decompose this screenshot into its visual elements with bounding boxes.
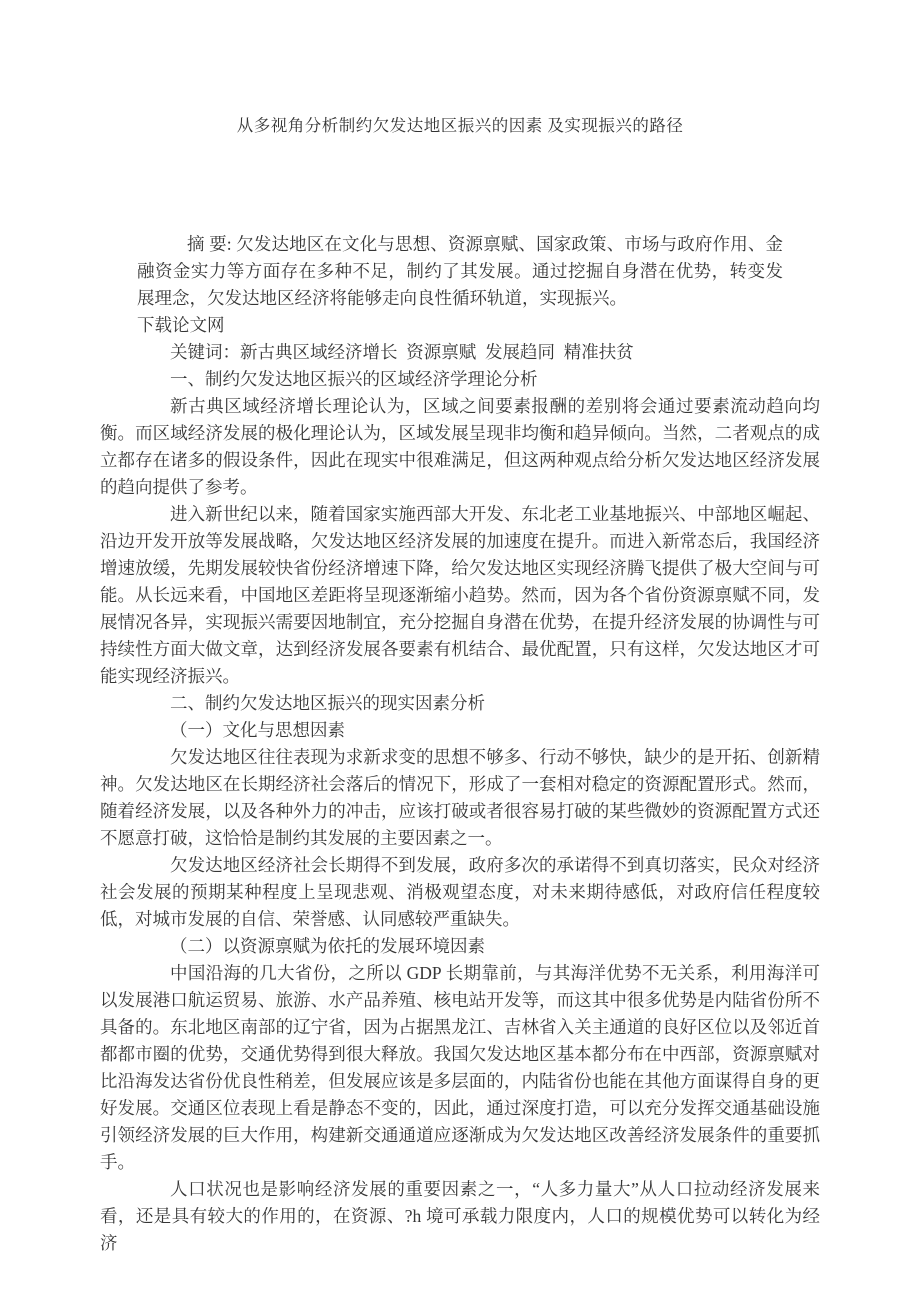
keywords-line: 关键词：新古典区域经济增长 资源禀赋 发展趋同 精准扶贫 [170,342,634,362]
abstract-paragraph: 摘 要: 欠发达地区在文化与思想、资源禀赋、国家政策、市场与政府作用、金融资金实力等方面存在多种不足，制约了其发展。通过挖掘自身潜在优势，转变发展理念，欠发达地区经济将能够走向良性循环轨道，实现振兴。 [137,234,783,308]
body-paragraph: 人口状况也是影响经济发展的重要因素之一，“人多力量大”从人口拉动经济发展来看，还是具有较大的作用的，在资源、?h 境可承载力限度内，人口的规模优势可以转化为经济 [100,1179,820,1253]
body-paragraph: 欠发达地区经济社会长期得不到发展，政府多次的承诺得不到真切落实，民众对经济社会发展的预期某种程度上呈现悲观、消极观望态度，对未来期待感低，对政府信任程度较低，对城市发展的自信、荣誉感、认同感较严重缺失。 [100,855,820,929]
body-paragraph: 进入新世纪以来，随着国家实施西部大开发、东北老工业基地振兴、中部地区崛起、沿边开发开放等发展战略，欠发达地区经济发展的加速度在提升。而进入新常态后，我国经济增速放缓，先期发展较快省份经济增速下降，给欠发达地区实现经济腾飞提供了极大空间与可能。从长远来看，中国地区差距将呈现逐渐缩小趋势。然而，因为各个省份资源禀赋不同，发展情况各异，实现振兴需要因地制宜，充分挖掘自身潜在优势，在提升经济发展的协调性与可持续性方面大做文章，达到经济发展各要素有机结合、最优配置，只有这样，欠发达地区才可能实现经济振兴。 [100,504,820,686]
document-title: 从多视角分析制约欠发达地区振兴的因素 及实现振兴的路径 [236,116,684,135]
subsection-heading-2: （二）以资源禀赋为依托的发展环境因素 [170,936,485,956]
body-paragraph: 中国沿海的几大省份，之所以 GDP 长期靠前，与其海洋优势不无关系，利用海洋可以发展港口航运贸易、旅游、水产品养殖、核电站开发等，而这其中很多优势是内陆省份所不具备的。东北地区南部的辽宁省，因为占据黑龙江、吉林省入关主通道的良好区位以及邻近首都都市圈的优势，交通优势得到很大释放。我国欠发达地区基本都分布在中西部，资源禀赋对比沿海发达省份优良性稍差，但发展应该是多层面的，内陆省份也能在其他方面谋得自身的更好发展。交通区位表现上看是静态不变的，因此，通过深度打造，可以充分发挥交通基础设施引领经济发展的巨大作用，构建新交通通道应逐渐成为欠发达地区改善经济发展条件的重要抓手。 [100,963,820,1172]
section-heading-1: 一、制约欠发达地区振兴的区域经济学理论分析 [170,369,538,389]
body-paragraph: 欠发达地区往往表现为求新求变的思想不够多、行动不够快，缺少的是开拓、创新精神。欠发达地区在长期经济社会落后的情况下，形成了一套相对稳定的资源配置形式。然而，随着经济发展，以及各种外力的冲击，应该打破或者很容易打破的某些微妙的资源配置方式还不愿意打破，这恰恰是制约其发展的主要因素之一。 [100,747,820,848]
download-site-link-text: 下载论文网 [137,315,225,335]
subsection-heading-1: （一）文化与思想因素 [170,720,345,740]
section-heading-2: 二、制约欠发达地区振兴的现实因素分析 [170,693,485,713]
body-paragraph: 新古典区域经济增长理论认为，区域之间要素报酬的差别将会通过要素流动趋向均衡。而区域经济发展的极化理论认为，区域发展呈现非均衡和趋异倾向。当然，二者观点的成立都存在诸多的假设条件，因此在现实中很难满足，但这两种观点给分析欠发达地区经济发展的趋向提供了参考。 [100,396,820,497]
